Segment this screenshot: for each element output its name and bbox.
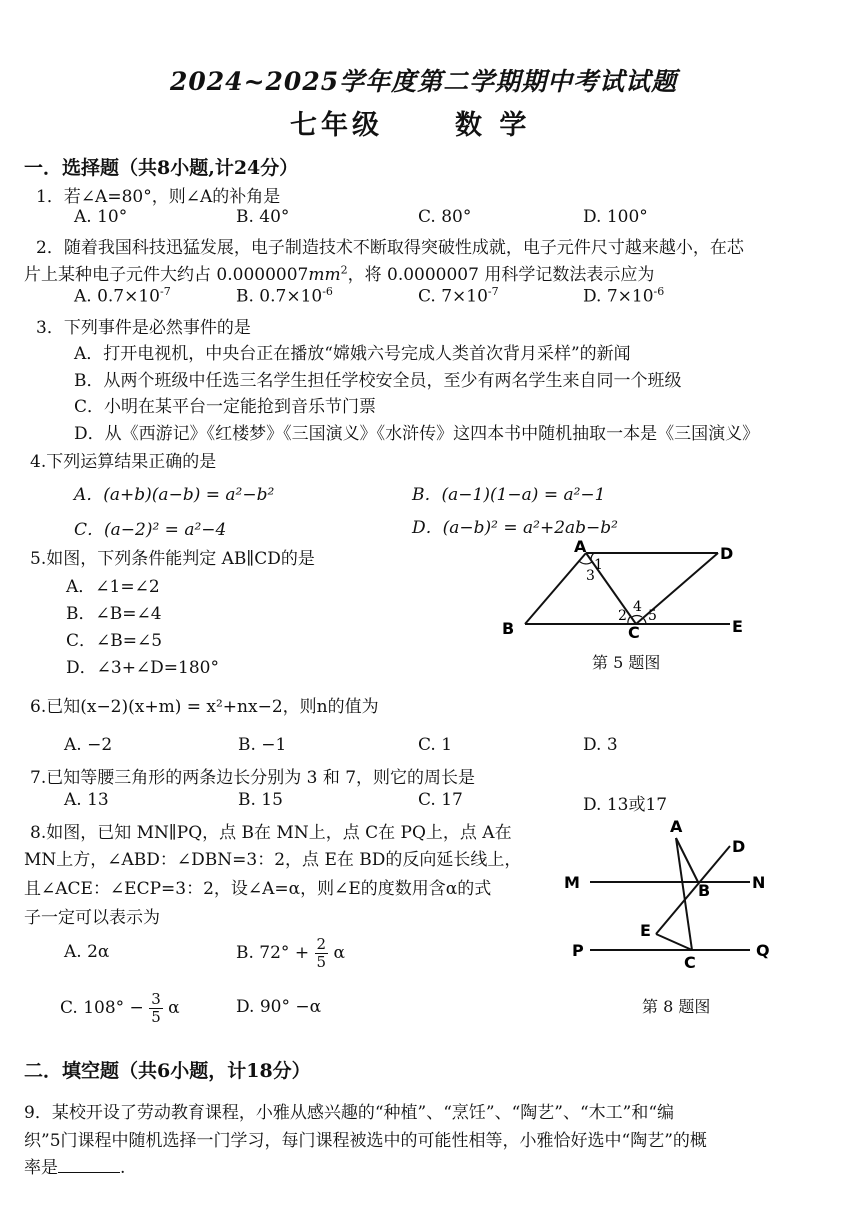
q8-option-b xyxy=(236,936,345,971)
question-4-text: 4.下列运算结果正确的是 xyxy=(30,452,217,472)
q3-option-a: A．打开电视机，中央台正在播放“嫦娥六号完成人类首次背月采样”的新闻 xyxy=(74,344,631,364)
q4-option-a: A．(a+b)(a−b) = a²−b² xyxy=(74,485,275,505)
question-9-line2: 织”5门课程中随机选择一门学习，每门课程被选中的可能性相等，小雅恰好选中“陶艺”的概 xyxy=(24,1131,707,1151)
q8-option-d: D. 90° −α xyxy=(236,997,322,1017)
q4-option-b: B．(a−1)(1−a) = a²−1 xyxy=(412,485,606,505)
q1-option-a: A. 10° xyxy=(74,207,128,227)
q3-option-d: D．从《西游记》《红楼梦》《三国演义》《水浒传》这四本书中随机抽取一本是《三国演义》 xyxy=(74,424,760,444)
q6-option-c: C. 1 xyxy=(418,735,453,755)
q9-prefix: 率是 xyxy=(24,1158,58,1178)
fig8-label-q: Q xyxy=(756,941,770,960)
q1-option-b: B. 40° xyxy=(236,207,290,227)
figure-5-caption: 第 5 题图 xyxy=(592,653,661,672)
grade-label: 七年级 xyxy=(290,110,383,141)
question-2-line1: 2．随着我国科技迅猛发展，电子制造技术不断取得突破性成就，电子元件尺寸越来越小，在芯 xyxy=(36,238,744,258)
fig5-angle-3: 3 xyxy=(586,568,595,584)
q4-option-d: D．(a−b)² = a²+2ab−b² xyxy=(412,518,618,538)
q7-option-a: A. 13 xyxy=(64,790,109,810)
q3-option-c: C．小明在某平台一定能抢到音乐节门票 xyxy=(74,397,377,417)
q2-a-exp: -7 xyxy=(160,285,171,298)
fig8-label-c: C xyxy=(684,953,696,972)
fig5-angle-2: 2 xyxy=(618,608,627,624)
question-3-text: 3．下列事件是必然事件的是 xyxy=(36,318,251,338)
q8-c-fraction xyxy=(149,991,163,1026)
q8-b-numerator: 2 xyxy=(316,935,327,953)
q2-option-b xyxy=(236,285,333,307)
q7-option-d: D. 13或17 xyxy=(583,795,668,815)
q6-option-b: B. −1 xyxy=(238,735,287,755)
question-9-line3 xyxy=(24,1153,125,1178)
fig5-angle-1: 1 xyxy=(594,557,603,573)
q6-option-d: D. 3 xyxy=(583,735,618,755)
fig8-label-b: B xyxy=(698,881,711,900)
fig8-label-p: P xyxy=(572,941,584,960)
q5-option-b: B．∠B=∠4 xyxy=(66,604,162,624)
fig5-angle-4: 4 xyxy=(633,599,642,615)
q9-answer-blank[interactable] xyxy=(58,1158,120,1173)
q3-option-b: B．从两个班级中任选三名学生担任学校安全员，至少有两名学生来自同一个班级 xyxy=(74,371,682,391)
q5-option-d: D．∠3+∠D=180° xyxy=(66,658,219,678)
figure-8-caption: 第 8 题图 xyxy=(642,997,711,1016)
question-8-line1: 8.如图，已知 MN∥PQ，点 B在 MN上，点 C在 PQ上，点 A在 xyxy=(30,823,512,843)
question-8-line4: 子一定可以表示为 xyxy=(24,908,160,928)
q8-c-numerator: 3 xyxy=(151,990,161,1008)
q8-b-prefix: B. 72° + xyxy=(236,943,310,963)
fig8-label-d: D xyxy=(732,837,746,856)
figure-5-diagram xyxy=(490,538,760,638)
angle-4-arc xyxy=(632,615,642,617)
figure-8-diagram xyxy=(560,816,780,976)
fig5-label-a: A xyxy=(574,538,587,556)
section-title-fill: 二．填空题（共6小题，计18分） xyxy=(24,1060,311,1082)
q5-option-a: A．∠1=∠2 xyxy=(66,577,160,597)
exam-title: 2024~2025学年度第二学期期中考试试题 xyxy=(170,67,678,96)
q2-d-exp: -6 xyxy=(653,285,665,298)
fig8-label-a: A xyxy=(670,817,683,836)
q8-b-fraction xyxy=(315,936,329,971)
question-9-line1: 9．某校开设了劳动教育课程，小雅从感兴趣的“种植”、“烹饪”、“陶艺”、“木工”和“编 xyxy=(24,1103,675,1123)
q2-b-base: B. 0.7×10 xyxy=(236,286,323,307)
q9-period: . xyxy=(120,1158,126,1178)
fig5-angle-5: 5 xyxy=(648,608,657,624)
q2-unit: mm xyxy=(308,265,341,285)
q5-option-c: C．∠B=∠5 xyxy=(66,631,163,651)
fig5-label-d: D xyxy=(720,544,734,563)
q8-c-denominator: 5 xyxy=(151,1008,161,1026)
q2-c-base: C. 7×10 xyxy=(418,286,488,307)
question-1-text: 1．若∠A=80°，则∠A的补角是 xyxy=(36,187,281,207)
subject-label: 数 学 xyxy=(455,110,531,141)
fig8-label-n: N xyxy=(752,873,766,892)
q8-option-a: A. 2α xyxy=(64,942,110,962)
section-title-choice: 一．选择题（共8小题,计24分） xyxy=(24,157,299,179)
q2-option-c xyxy=(418,285,499,307)
q7-option-c: C. 17 xyxy=(418,790,463,810)
q8-b-denominator: 5 xyxy=(316,953,327,971)
q8-b-suffix: α xyxy=(333,943,345,963)
q2-a-base: A. 0.7×10 xyxy=(74,286,160,307)
fig5-label-b: B xyxy=(502,619,515,638)
q2-line2-part1: 片上某种电子元件大约占 0.0000007 xyxy=(24,265,309,285)
q2-unit-exp: 2 xyxy=(340,263,348,277)
question-2-line2 xyxy=(24,260,654,285)
line-ec xyxy=(656,934,692,950)
q2-d-base: D. 7×10 xyxy=(583,286,654,307)
q2-option-d xyxy=(583,285,664,307)
q8-c-prefix: C. 108° − xyxy=(60,998,144,1018)
q4-option-c: C．(a−2)² = a²−4 xyxy=(74,520,227,540)
q6-option-a: A. −2 xyxy=(64,735,113,755)
q7-option-b: B. 15 xyxy=(238,790,283,810)
fig5-label-c: C xyxy=(628,623,640,638)
question-8-line3: 且∠ACE：∠ECP=3：2，设∠A=α，则∠E的度数用含α的式 xyxy=(24,879,492,899)
q2-b-exp: -6 xyxy=(322,285,333,298)
question-8-line2: MN上方，∠ABD：∠DBN=3：2，点 E在 BD的反向延长线上， xyxy=(24,850,522,870)
q8-option-c xyxy=(60,991,180,1026)
fig5-label-e: E xyxy=(732,617,743,636)
question-6-text: 6.已知(x−2)(x+m) = x²+nx−2，则n的值为 xyxy=(30,697,379,717)
q2-c-exp: -7 xyxy=(487,285,499,298)
question-7-text: 7.已知等腰三角形的两条边长分别为 3 和 7，则它的周长是 xyxy=(30,768,476,788)
fig8-label-m: M xyxy=(564,873,580,892)
line-ab xyxy=(525,553,586,624)
q2-option-a xyxy=(74,285,171,307)
q2-line2-part2: ，将 0.0000007 用科学记数法表示应为 xyxy=(347,265,655,285)
angle-3-arc xyxy=(579,561,592,564)
fig8-label-e: E xyxy=(640,921,651,940)
q1-option-c: C. 80° xyxy=(418,207,472,227)
q1-option-d: D. 100° xyxy=(583,207,648,227)
line-db-extended xyxy=(656,846,730,934)
question-5-text: 5.如图，下列条件能判定 AB∥CD的是 xyxy=(30,549,315,569)
q8-c-suffix: α xyxy=(168,998,180,1018)
